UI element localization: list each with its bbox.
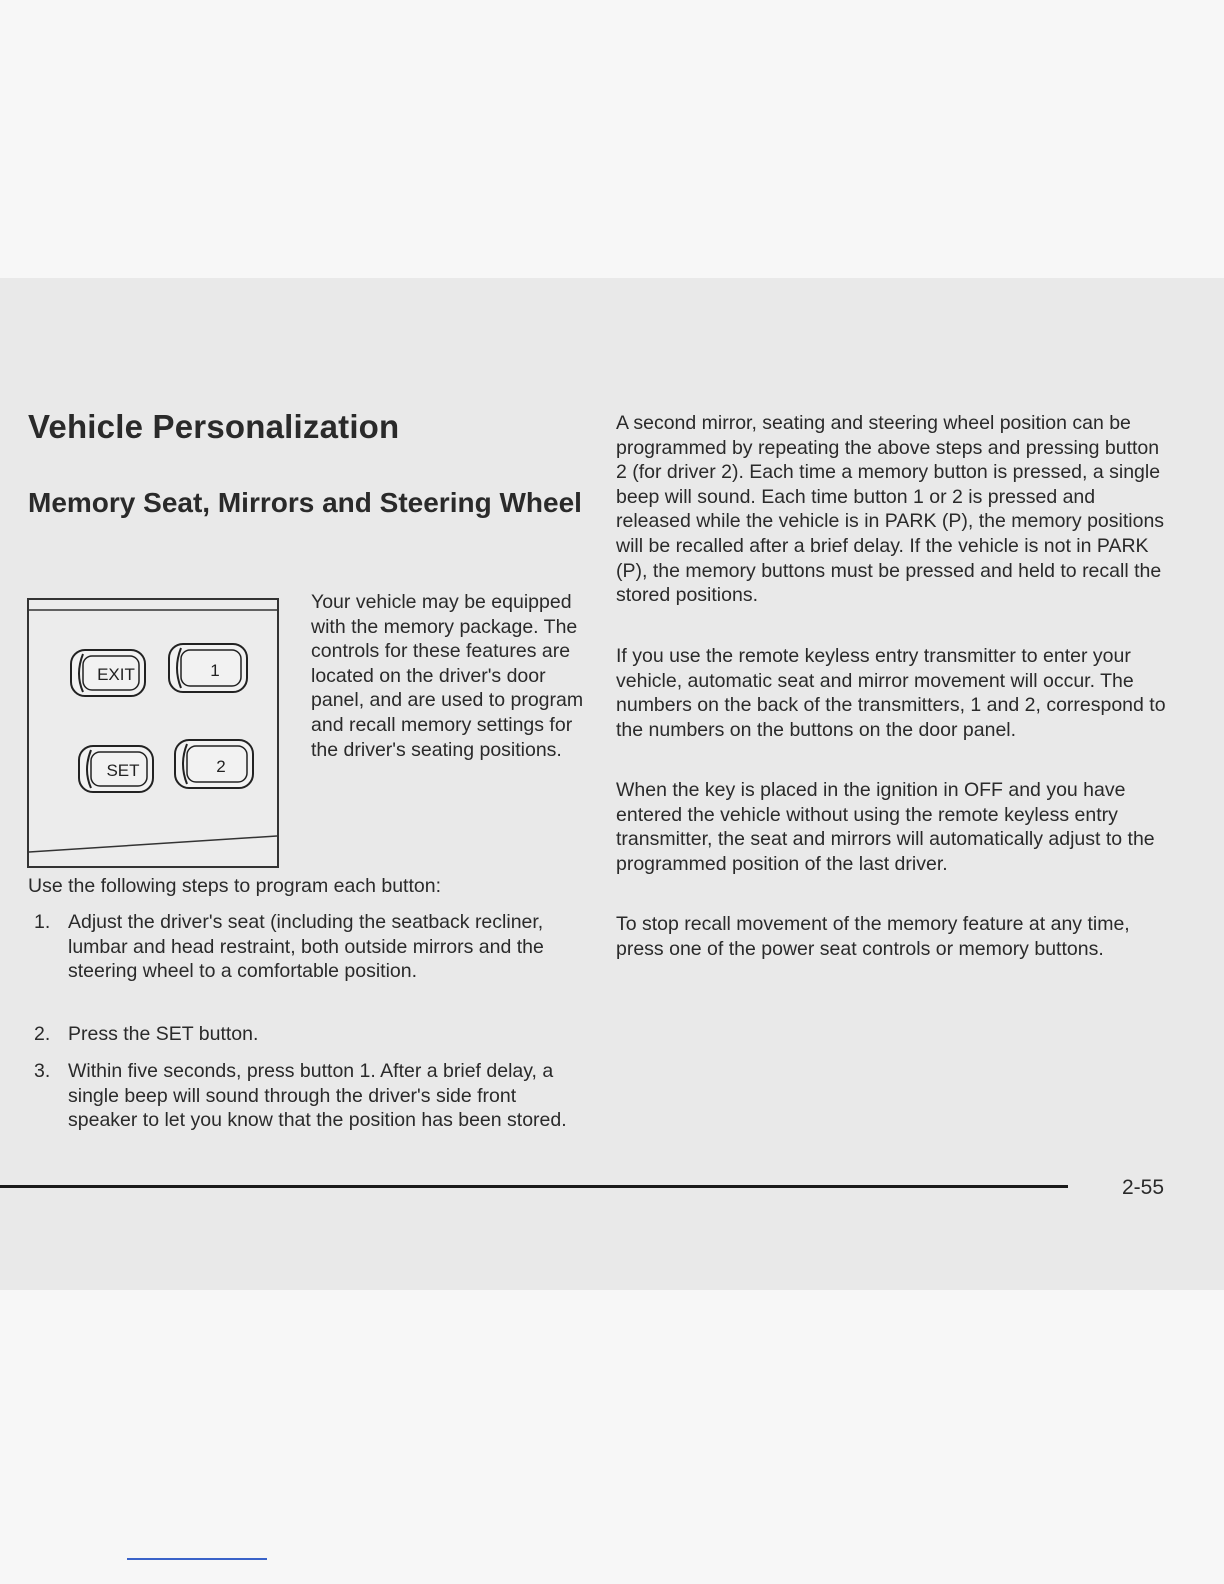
section-heading: Memory Seat, Mirrors and Steering Wheel [28,487,582,518]
set-button [79,746,153,792]
intro-paragraph: Your vehicle may be equipped with the memory package. The controls for these features are located on the driver's door panel, and are used to program and recall memory settings for the driver's seating positions. [311,591,584,761]
page-number: 2-55 [1122,1176,1165,1199]
door-panel-drawing [29,600,277,866]
step-item [34,1059,589,1133]
exit-button-label: EXIT [97,665,135,684]
steps-intro: Use the following steps to program each button: [28,875,441,897]
page-title: Vehicle Personalization [28,408,400,445]
memory-buttons-illustration [27,598,279,868]
keyless-entry-paragraph: If you use the remote keyless entry transmitter to enter your vehicle, automatic seat and mirror movement will occur. The numbers on the back of the transmitters, 1 and 2, correspond to the numbers on the buttons on the door panel. [616,645,1166,741]
memory-button-1-label: 1 [210,661,220,680]
step-text: Adjust the driver's seat (including the seatback recliner, lumbar and head restraint, both outside mirrors and the steering wheel to a comfortable position. [68,911,544,983]
memory-button-1 [169,644,247,692]
step-item [34,1022,589,1047]
set-button-label: SET [106,761,140,780]
second-driver-paragraph: A second mirror, seating and steering wheel position can be programmed by repeating the above steps and pressing button 2 (for driver 2). Each time a memory button is pressed, a single beep will sound. Each time button 1 or 2 is pressed and released while the vehicle is in PARK (P), the memory positions will be recalled after a brief delay. If the vehicle is not in PARK (P), the memory buttons must be pressed and held to recall the stored positions. [616,412,1165,607]
step-text: Within five seconds, press button 1. After a brief delay, a single beep will sound through the driver's side front speaker to let you know that the position has been stored. [68,1060,567,1132]
step-number: 1. [34,911,51,933]
link-underline [127,1558,267,1560]
step-text: Press the SET button. [68,1023,259,1045]
step-number: 2. [34,1023,51,1045]
ignition-paragraph: When the key is placed in the ignition in OFF and you have entered the vehicle without using the remote keyless entry transmitter, the seat and mirrors will automatically adjust to the programmed position of the last driver. [616,779,1155,875]
memory-button-2-label: 2 [216,757,226,776]
memory-button-2 [175,740,253,788]
footer-rule [0,1185,1068,1188]
step-item [34,910,589,984]
stop-recall-paragraph: To stop recall movement of the memory feature at any time, press one of the power seat controls or memory buttons. [616,913,1130,960]
step-number: 3. [34,1060,51,1082]
exit-button [71,650,145,696]
